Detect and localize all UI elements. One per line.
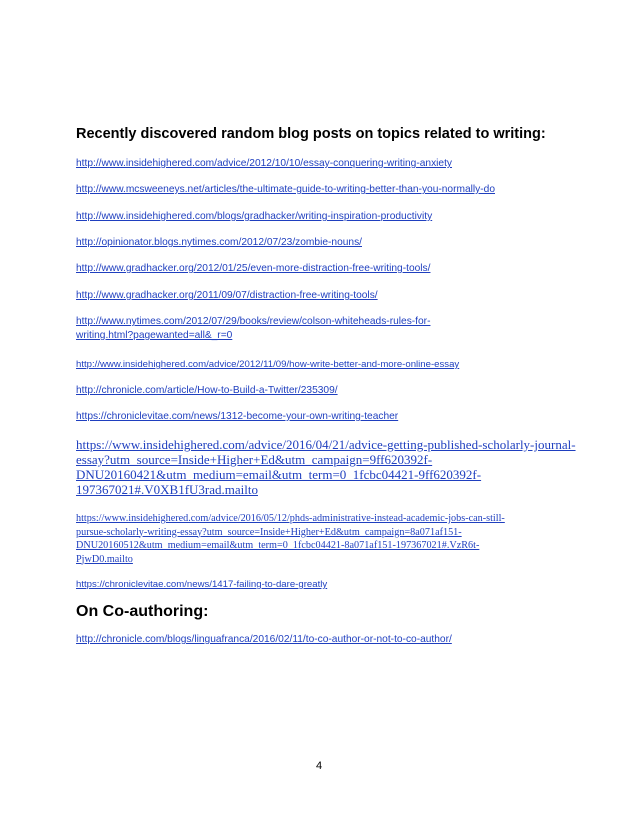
link-writing-inspiration-productivity[interactable]: http://www.insidehighered.com/blogs/gradhacker/writing-inspiration-productivity	[76, 211, 433, 222]
link-phds-administrative-jobs[interactable]: https://www.insidehighered.com/advice/2016/05/12/phds-administrative-instead-academic-jobs-can-still- pursue-scholarly-writing-essay?utm_source=Inside+Higher+Ed&utm_campaign=8a071af151- DNU20160512&utm_medium=email&utm_term=0_1fcbc04421-8a071af151-197367021#.VzR6t- PjwD0.mailto	[76, 513, 505, 565]
section-heading-coauthoring: On Co-authoring:	[76, 603, 209, 620]
link-even-more-distraction-free-tools[interactable]: http://www.gradhacker.org/2012/01/25/even-more-distraction-free-writing-tools/	[76, 263, 431, 274]
link-distraction-free-tools[interactable]: http://www.gradhacker.org/2011/09/07/distraction-free-writing-tools/	[76, 290, 378, 301]
page-number: 4	[315, 760, 323, 772]
link-failing-to-dare-greatly[interactable]: https://chroniclevitae.com/news/1417-failing-to-dare-greatly	[76, 579, 328, 590]
link-essay-conquering-writing-anxiety[interactable]: http://www.insidehighered.com/advice/2012/10/10/essay-conquering-writing-anxiety	[76, 158, 453, 169]
link-ultimate-guide-to-writing[interactable]: http://www.mcsweeneys.net/articles/the-ultimate-guide-to-writing-better-than-you-normally-do	[76, 184, 495, 195]
link-how-write-better-online-essay[interactable]: http://www.insidehighered.com/advice/2012/11/09/how-write-better-and-more-online-essay	[76, 359, 460, 370]
link-become-your-own-writing-teacher[interactable]: https://chroniclevitae.com/news/1312-become-your-own-writing-teacher	[76, 411, 399, 422]
section-heading-writing-posts: Recently discovered random blog posts on topics related to writing:	[76, 126, 546, 142]
link-zombie-nouns[interactable]: http://opinionator.blogs.nytimes.com/2012/07/23/zombie-nouns/	[76, 237, 362, 248]
link-colson-whitehead-rules[interactable]: http://www.nytimes.com/2012/07/29/books/review/colson-whiteheads-rules-for- writing.html?pagewanted=all&_r=0	[76, 316, 431, 341]
link-how-to-build-a-twitter[interactable]: http://chronicle.com/article/How-to-Build-a-Twitter/235309/	[76, 385, 338, 396]
link-to-co-author-or-not[interactable]: http://chronicle.com/blogs/linguafranca/2016/02/11/to-co-author-or-not-to-co-author/	[76, 634, 452, 645]
link-advice-getting-published[interactable]: https://www.insidehighered.com/advice/2016/04/21/advice-getting-published-scholarly-journal- essay?utm_source=Inside+Higher+Ed&utm_campaign=9ff620392f- DNU20160421&utm_medium=email&utm_term=0_1fcbc04421-9ff620392f- 197367021#.V0XB1fU3rad.mailto	[76, 437, 576, 497]
